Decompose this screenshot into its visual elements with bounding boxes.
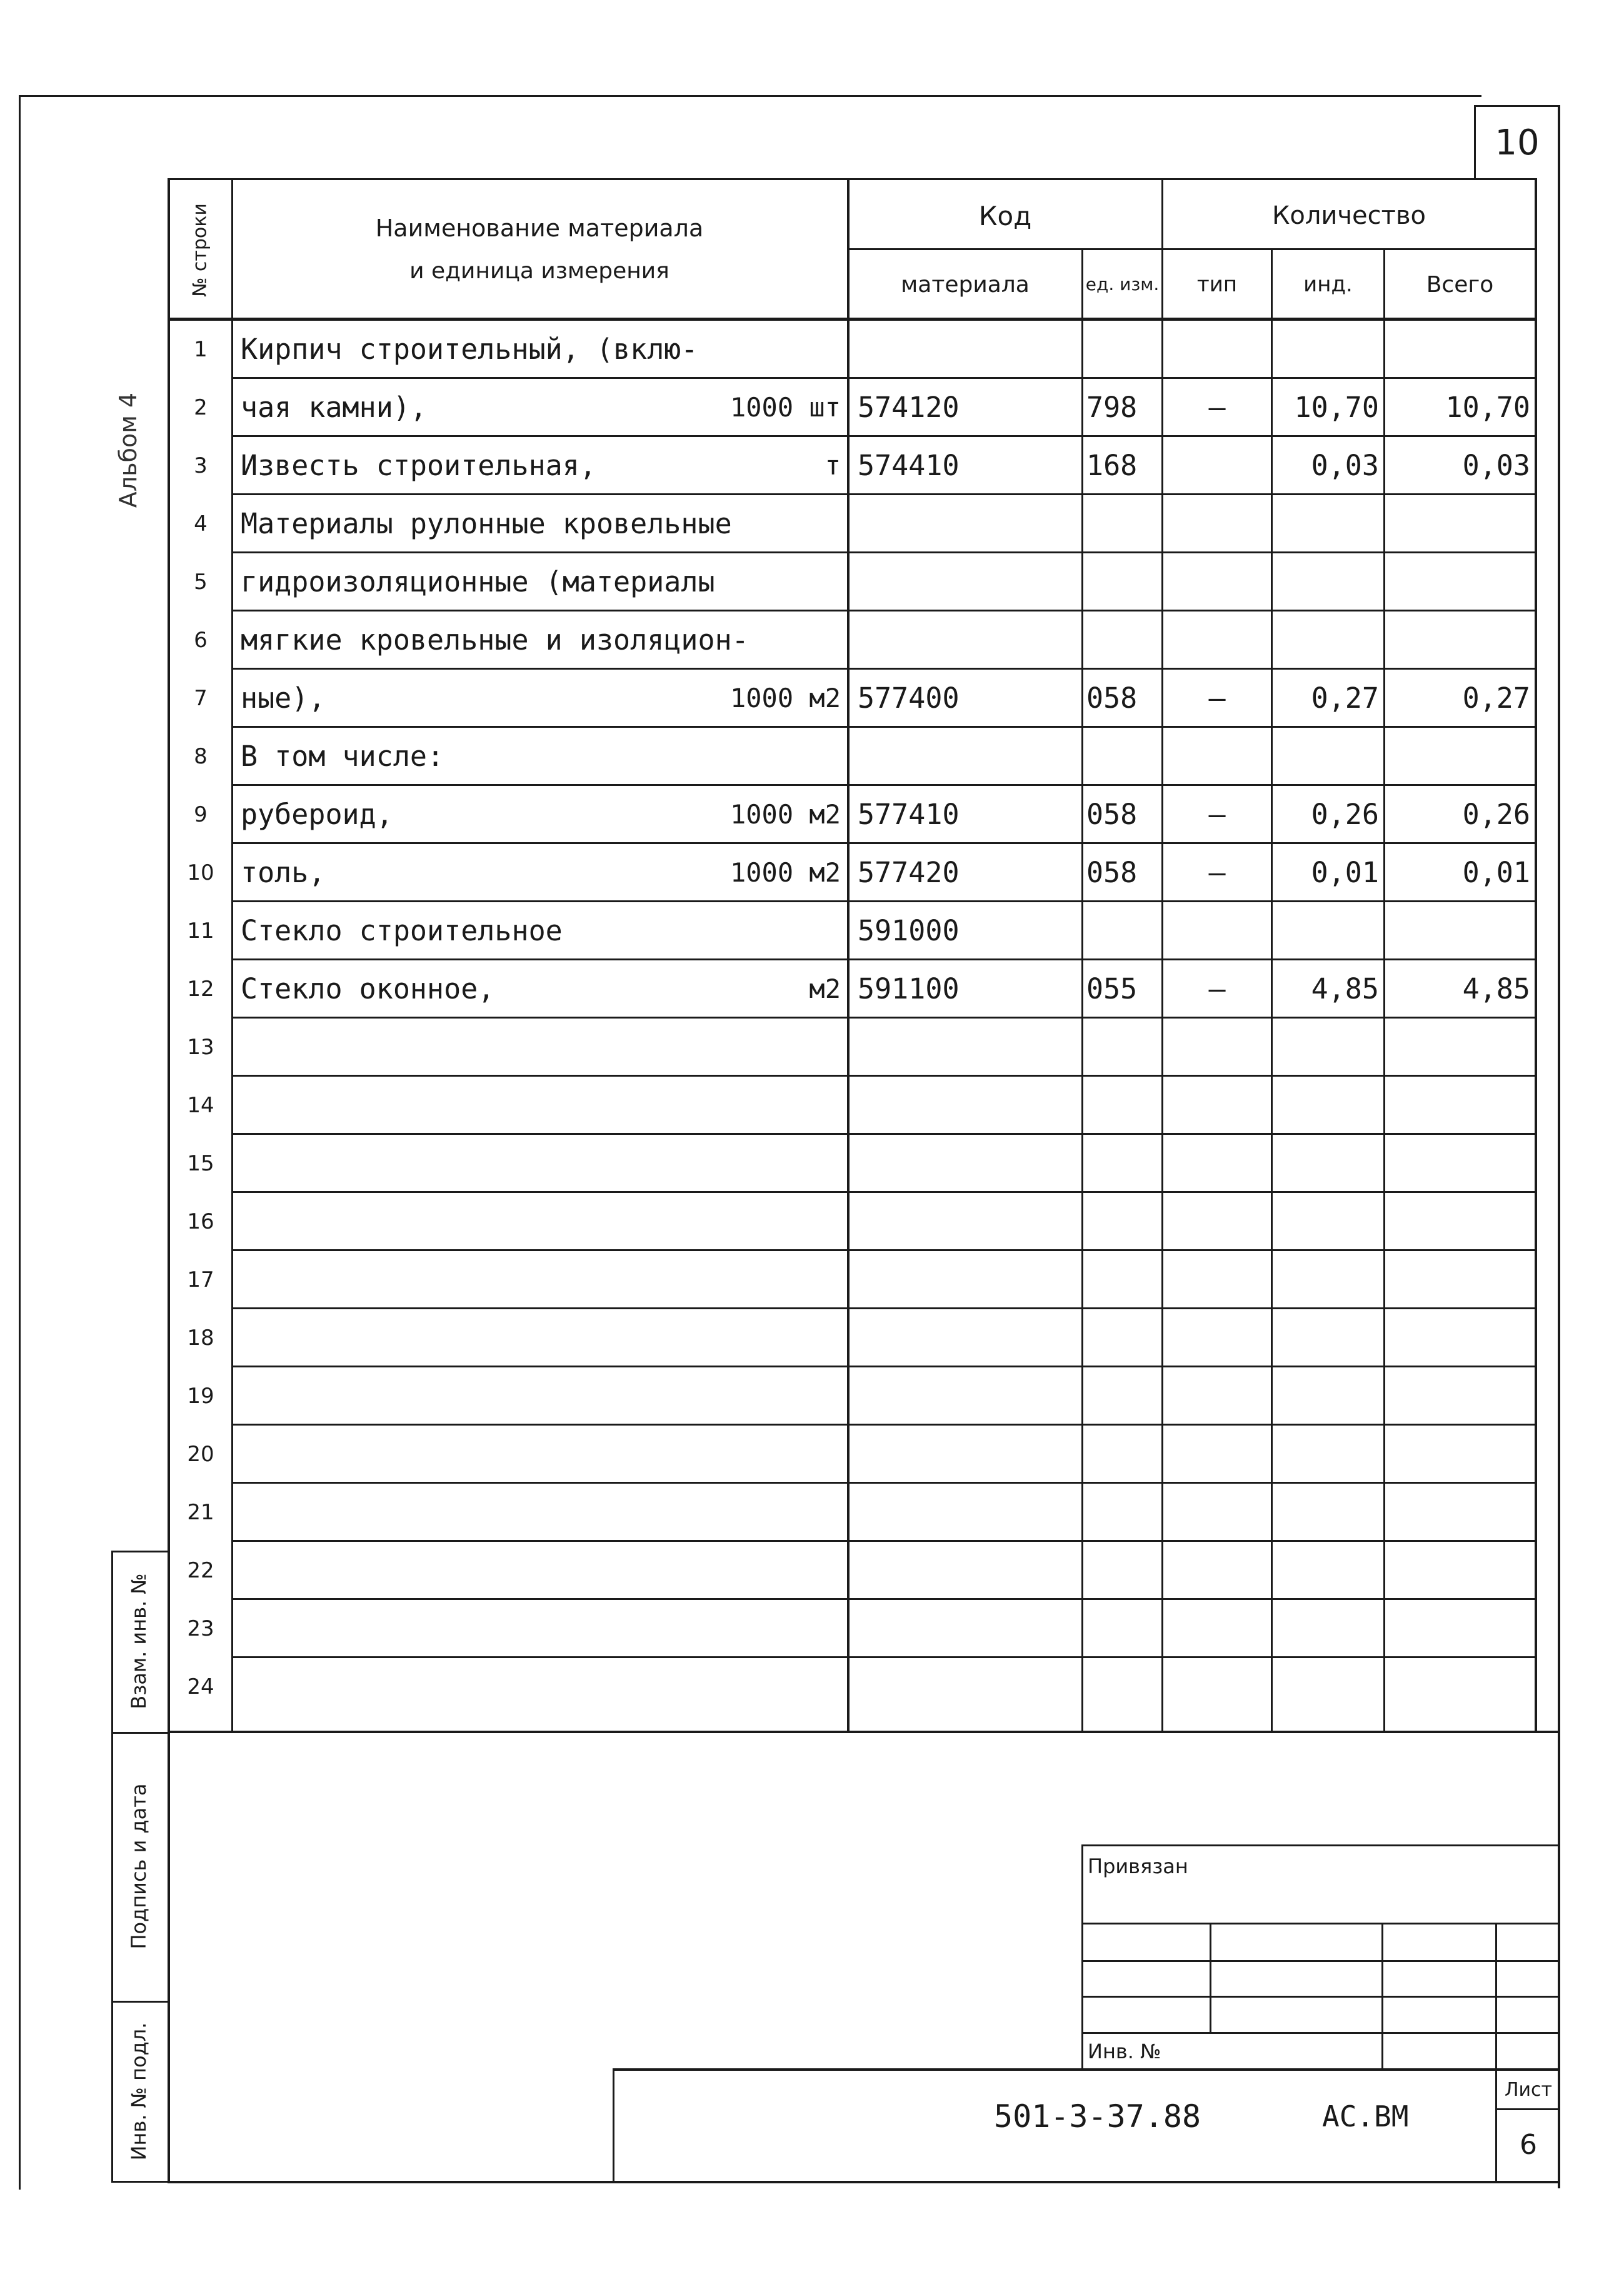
material-code <box>858 1429 1080 1479</box>
unit-code <box>1086 1254 1160 1305</box>
material-name: Стекло оконное, <box>241 972 495 1005</box>
qty-type <box>1164 556 1270 607</box>
qty-total <box>1386 1661 1530 1712</box>
row-number: 22 <box>187 1557 214 1583</box>
unit-of-measure <box>675 1254 841 1305</box>
unit-of-measure: 1000 м2 <box>729 799 841 830</box>
row-number: 9 <box>194 802 208 827</box>
row-number: 3 <box>194 453 208 478</box>
unit-of-measure <box>675 324 841 375</box>
qty-ind: 0,26 <box>1311 798 1379 831</box>
qty-total <box>1386 1254 1530 1305</box>
row-rule <box>231 784 1536 786</box>
material-name <box>241 1545 678 1596</box>
page-number-box-top <box>1474 105 1558 107</box>
tb-row-1 <box>1081 1923 1560 1924</box>
material-code <box>858 1080 1080 1130</box>
unit-code <box>1086 556 1160 607</box>
material-name: Кирпич строительный, (вклю- <box>241 333 698 366</box>
unit-of-measure <box>675 905 841 956</box>
qty-type <box>1164 1022 1270 1072</box>
row-rule <box>231 1366 1536 1367</box>
material-name: толь, <box>241 856 326 889</box>
tb-privyazan-left <box>1081 1844 1083 2070</box>
stamp-top <box>111 1551 168 1552</box>
document-mark: АС.ВМ <box>1322 2100 1409 2133</box>
row-rule <box>231 1656 1536 1658</box>
qty-ind <box>1274 731 1379 782</box>
qty-total <box>1386 731 1530 782</box>
qty-ind <box>1274 1487 1379 1537</box>
qty-type <box>1164 1545 1270 1596</box>
qty-type <box>1164 1661 1270 1712</box>
unit-code: 168 <box>1086 449 1138 482</box>
qty-ind <box>1274 1312 1379 1363</box>
qty-total <box>1386 1429 1530 1479</box>
material-code <box>858 731 1080 782</box>
stamp-col-left <box>111 1551 113 2182</box>
material-name: гидроизоляционные (материалы <box>241 565 715 598</box>
material-code <box>858 1661 1080 1712</box>
unit-code <box>1086 1661 1160 1712</box>
unit-code <box>1086 731 1160 782</box>
qty-total <box>1386 1545 1530 1596</box>
tb-row-3 <box>1081 1996 1560 1998</box>
unit-of-measure: т <box>825 450 841 481</box>
material-name: Известь строительная, <box>241 449 596 482</box>
material-code <box>858 1138 1080 1189</box>
row-rule <box>231 1075 1536 1077</box>
qty-type: – <box>1208 798 1226 831</box>
qty-ind <box>1274 1196 1379 1247</box>
sheet-right-border <box>1558 179 1560 2188</box>
row-number: 5 <box>194 569 208 595</box>
material-code <box>858 1254 1080 1305</box>
sheet-number: 6 <box>1520 2129 1537 2161</box>
qty-ind <box>1274 498 1379 549</box>
qty-total <box>1386 1603 1530 1654</box>
row-number: 23 <box>187 1616 214 1641</box>
unit-of-measure <box>675 1080 841 1130</box>
qty-ind <box>1274 1022 1379 1072</box>
material-code <box>858 498 1080 549</box>
qty-total <box>1386 1371 1530 1421</box>
unit-of-measure <box>675 1429 841 1479</box>
qty-ind <box>1274 324 1379 375</box>
qty-type <box>1164 324 1270 375</box>
material-name <box>241 1022 678 1072</box>
qty-total: 0,26 <box>1462 798 1530 831</box>
code-header: Код <box>978 200 1032 231</box>
unit-of-measure <box>675 1196 841 1247</box>
material-code: 591000 <box>858 914 960 947</box>
qty-ind <box>1274 1603 1379 1654</box>
col-line-name <box>847 178 850 1732</box>
col-line-num <box>231 178 233 1732</box>
unit-of-measure <box>675 1312 841 1363</box>
unit-code <box>1086 1138 1160 1189</box>
qty-type <box>1164 1312 1270 1363</box>
row-rule <box>231 493 1536 495</box>
qty-total <box>1386 1487 1530 1537</box>
row-number: 8 <box>194 743 208 769</box>
row-rule <box>231 1017 1536 1019</box>
unit-code <box>1086 1603 1160 1654</box>
unit-of-measure <box>675 556 841 607</box>
row-rule <box>231 900 1536 902</box>
row-number: 1 <box>194 336 208 362</box>
material-code <box>858 1371 1080 1421</box>
row-number: 24 <box>187 1674 214 1699</box>
material-name: Материалы рулонные кровельные <box>241 507 732 540</box>
unit-code: 055 <box>1086 972 1138 1005</box>
unit-code <box>1086 1487 1160 1537</box>
material-name <box>241 1603 678 1654</box>
qty-total: 4,85 <box>1462 972 1530 1005</box>
qty-total <box>1386 615 1530 665</box>
page-number: 10 <box>1495 122 1540 163</box>
unit-of-measure <box>675 1603 841 1654</box>
unit-of-measure <box>675 1022 841 1072</box>
unit-of-measure <box>675 615 841 665</box>
material-code <box>858 1545 1080 1596</box>
material-name <box>241 1138 678 1189</box>
row-number: 4 <box>194 511 208 536</box>
qty-type: – <box>1208 391 1226 424</box>
tb-privyazan-top <box>1081 1844 1560 1846</box>
stamp-bottom <box>111 2181 168 2183</box>
qty-ind <box>1274 615 1379 665</box>
qty-type <box>1164 498 1270 549</box>
unit-code <box>1086 1371 1160 1421</box>
vzam-inv-label: Взам. инв. № <box>127 1573 151 1709</box>
material-code: 574410 <box>858 449 960 482</box>
qty-total <box>1386 324 1530 375</box>
document-code: 501-3-37.88 <box>994 2098 1201 2135</box>
row-rule <box>231 1307 1536 1309</box>
unit-code: 058 <box>1086 798 1138 831</box>
col-line-material <box>1081 248 1083 1732</box>
row-rule <box>231 1133 1536 1135</box>
qty-type <box>1164 440 1270 491</box>
code-material-header: материала <box>901 271 1030 298</box>
material-name <box>241 1080 678 1130</box>
tb-row-2 <box>1081 1960 1560 1962</box>
material-code: 591100 <box>858 972 960 1005</box>
tb-bottom <box>168 2181 1560 2183</box>
row-rule <box>231 726 1536 728</box>
qty-total: 10,70 <box>1445 391 1530 424</box>
stamp-div-1 <box>111 1732 168 1734</box>
qty-type <box>1164 1371 1270 1421</box>
quantity-header: Количество <box>1271 201 1426 230</box>
unit-code <box>1086 905 1160 956</box>
qty-ind: 0,01 <box>1311 856 1379 889</box>
material-name: ные), <box>241 682 326 715</box>
table-right-border <box>1535 178 1537 1732</box>
material-name: В том числе: <box>241 740 444 773</box>
col-line-unit <box>1161 178 1163 1732</box>
material-name <box>241 1371 678 1421</box>
row-rule <box>231 668 1536 670</box>
row-number-header: № строки <box>189 203 211 297</box>
unit-code <box>1086 1080 1160 1130</box>
qty-type: – <box>1208 682 1226 715</box>
qty-type: – <box>1208 856 1226 889</box>
row-rule <box>231 610 1536 611</box>
qty-total <box>1386 1312 1530 1363</box>
material-code <box>858 1603 1080 1654</box>
row-number: 2 <box>194 395 208 420</box>
row-rule <box>231 1424 1536 1426</box>
qty-ind-header: инд. <box>1303 272 1353 297</box>
qty-ind <box>1274 1254 1379 1305</box>
material-code <box>858 1196 1080 1247</box>
sheet-label: Лист <box>1504 2078 1553 2101</box>
qty-total: 0,03 <box>1462 449 1530 482</box>
qty-total <box>1386 1138 1530 1189</box>
page-number-divider <box>1474 105 1476 179</box>
name-header-line1: Наименование материала <box>375 214 704 242</box>
material-name <box>241 1254 678 1305</box>
material-code <box>858 324 1080 375</box>
qty-type <box>1164 1196 1270 1247</box>
material-code: 577410 <box>858 798 960 831</box>
material-code: 577420 <box>858 856 960 889</box>
material-name <box>241 1487 678 1537</box>
row-number: 17 <box>187 1267 214 1292</box>
unit-of-measure: 1000 шт <box>729 392 841 423</box>
unit-code: 798 <box>1086 391 1138 424</box>
material-name: рубероид, <box>241 798 393 831</box>
material-name <box>241 1312 678 1363</box>
qty-total <box>1386 498 1530 549</box>
qty-type <box>1164 1080 1270 1130</box>
row-number: 12 <box>187 976 214 1002</box>
qty-total <box>1386 905 1530 956</box>
row-number: 13 <box>187 1034 214 1060</box>
unit-code <box>1086 1545 1160 1596</box>
qty-type-header: тип <box>1196 272 1238 297</box>
stamp-div-2 <box>111 2001 168 2003</box>
row-rule <box>231 958 1536 960</box>
material-name <box>241 1196 678 1247</box>
qty-type <box>1164 1429 1270 1479</box>
inv-podl-label: Инв. № подл. <box>127 2022 151 2161</box>
unit-code <box>1086 1312 1160 1363</box>
qty-ind <box>1274 1429 1379 1479</box>
podpis-data-label: Подпись и дата <box>127 1783 151 1949</box>
unit-of-measure <box>675 1138 841 1189</box>
qty-type: – <box>1208 972 1226 1005</box>
tb-main-left <box>613 2068 614 2182</box>
album-label: Альбом 4 <box>114 392 142 508</box>
table-top-border <box>168 178 1536 180</box>
row-number: 19 <box>187 1383 214 1409</box>
qty-type <box>1164 1254 1270 1305</box>
qty-type <box>1164 905 1270 956</box>
row-number: 7 <box>194 685 208 711</box>
row-number: 11 <box>187 918 214 943</box>
row-rule <box>231 551 1536 553</box>
tb-row-4 <box>1081 2032 1560 2034</box>
qty-ind: 4,85 <box>1311 972 1379 1005</box>
qty-ind <box>1274 905 1379 956</box>
header-sub-divider <box>847 248 1535 250</box>
header-bottom-rule <box>168 318 1536 321</box>
material-code: 577400 <box>858 682 960 715</box>
tb-sheet-divider <box>1495 2108 1560 2110</box>
row-number: 10 <box>187 860 214 885</box>
col-line-type <box>1271 248 1273 1732</box>
unit-of-measure <box>675 731 841 782</box>
row-rule <box>231 1540 1536 1542</box>
material-name <box>241 1661 678 1712</box>
qty-type <box>1164 1487 1270 1537</box>
row-rule <box>231 1598 1536 1600</box>
unit-of-measure <box>675 1661 841 1712</box>
sheet-top-border <box>19 95 1481 97</box>
row-rule <box>231 377 1536 379</box>
unit-of-measure: 1000 м2 <box>729 857 841 888</box>
unit-code: 058 <box>1086 682 1138 715</box>
qty-total <box>1386 1080 1530 1130</box>
tb-vline-1 <box>1210 1923 1211 2032</box>
qty-ind <box>1274 1545 1379 1596</box>
qty-total: 0,27 <box>1462 682 1530 715</box>
unit-code <box>1086 615 1160 665</box>
row-rule <box>231 1249 1536 1251</box>
qty-ind <box>1274 556 1379 607</box>
qty-type <box>1164 731 1270 782</box>
unit-code: 058 <box>1086 856 1138 889</box>
unit-of-measure <box>675 1487 841 1537</box>
qty-ind <box>1274 1371 1379 1421</box>
qty-total <box>1386 556 1530 607</box>
qty-total <box>1386 1196 1530 1247</box>
row-number: 21 <box>187 1499 214 1525</box>
inv-no-label: Инв. № <box>1088 2040 1161 2063</box>
unit-of-measure <box>675 1371 841 1421</box>
unit-code <box>1086 1196 1160 1247</box>
row-rule <box>231 842 1536 844</box>
material-name: мягкие кровельные и изоляцион- <box>241 623 749 657</box>
qty-ind: 0,27 <box>1311 682 1379 715</box>
material-name: Стекло строительное <box>241 914 563 947</box>
material-code <box>858 1022 1080 1072</box>
material-code <box>858 556 1080 607</box>
qty-ind: 10,70 <box>1294 391 1379 424</box>
unit-of-measure: м2 <box>809 973 841 1004</box>
qty-ind <box>1274 1080 1379 1130</box>
unit-code <box>1086 498 1160 549</box>
row-number: 16 <box>187 1209 214 1234</box>
row-rule <box>231 435 1536 437</box>
unit-of-measure: 1000 м2 <box>729 683 841 713</box>
code-unit-header: ед. изм. <box>1085 273 1160 294</box>
row-number: 20 <box>187 1441 214 1467</box>
qty-ind <box>1274 1661 1379 1712</box>
material-code <box>858 1487 1080 1537</box>
material-name: чая камни), <box>241 391 428 424</box>
qty-ind <box>1274 1138 1379 1189</box>
unit-code <box>1086 1429 1160 1479</box>
row-number: 15 <box>187 1150 214 1176</box>
unit-code <box>1086 324 1160 375</box>
row-number: 18 <box>187 1325 214 1351</box>
qty-total-header: Всего <box>1426 271 1494 298</box>
qty-total: 0,01 <box>1462 856 1530 889</box>
qty-type <box>1164 1138 1270 1189</box>
table-bottom-border <box>168 1731 1560 1733</box>
material-code <box>858 615 1080 665</box>
col-line-ind <box>1383 248 1385 1732</box>
material-name <box>241 1429 678 1479</box>
unit-of-measure <box>675 1545 841 1596</box>
tb-main-top <box>613 2068 1560 2071</box>
material-code: 574120 <box>858 391 960 424</box>
tb-vline-2 <box>1381 1923 1383 2070</box>
qty-type <box>1164 1603 1270 1654</box>
row-rule <box>231 1191 1536 1193</box>
row-number: 14 <box>187 1092 214 1118</box>
sheet-left-edge <box>19 95 21 2190</box>
name-header-line2: и единица измерения <box>409 258 669 284</box>
unit-of-measure <box>675 498 841 549</box>
qty-ind: 0,03 <box>1311 449 1379 482</box>
material-code <box>858 1312 1080 1363</box>
page-number-box-right <box>1558 105 1560 179</box>
privyazan-label: Привязан <box>1088 1854 1188 1878</box>
qty-type <box>1164 615 1270 665</box>
row-number: 6 <box>194 627 208 653</box>
row-rule <box>231 1482 1536 1484</box>
unit-code <box>1086 1022 1160 1072</box>
qty-total <box>1386 1022 1530 1072</box>
